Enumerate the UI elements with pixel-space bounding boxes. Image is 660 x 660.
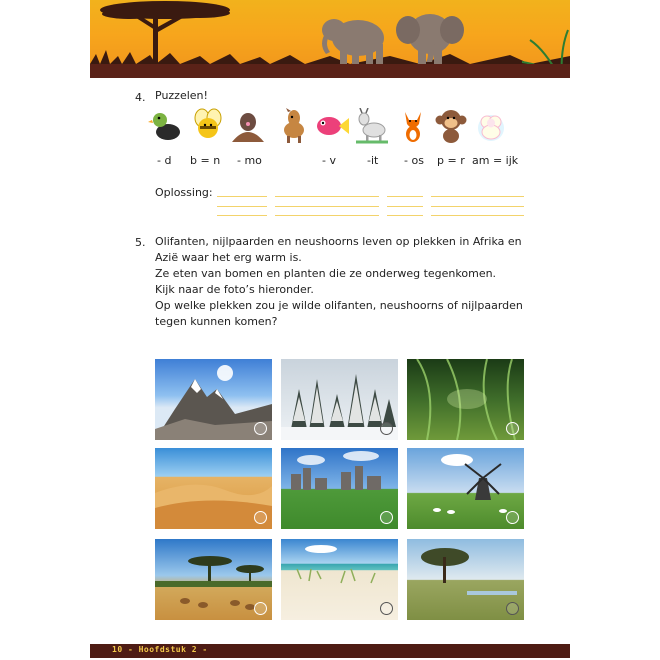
- mountain-photo[interactable]: [155, 359, 272, 440]
- city-park-radio[interactable]: [380, 511, 393, 524]
- snow-forest-photo[interactable]: [281, 359, 398, 440]
- header-banner: [90, 0, 570, 78]
- lamb-icon: [473, 108, 509, 144]
- question-5-line-2: Azië waar het erg warm is.: [155, 251, 302, 264]
- puzzle-label-8: am = ijk: [472, 154, 519, 167]
- puzzle-label-4: - v: [322, 154, 336, 167]
- jungle-radio[interactable]: [506, 422, 519, 435]
- city-park-photo[interactable]: [281, 448, 398, 529]
- puzzle-icon-row: [148, 108, 528, 148]
- footer-text: 10 - Hoofdstuk 2 -: [112, 645, 208, 654]
- bee-icon: [190, 108, 226, 144]
- puzzle-label-6: - os: [404, 154, 424, 167]
- beach-radio[interactable]: [380, 602, 393, 615]
- question-4-number: 4.: [135, 91, 146, 104]
- question-5-number: 5.: [135, 236, 146, 249]
- puzzle-label-1: - d: [157, 154, 172, 167]
- question-4-title: Puzzelen!: [155, 89, 208, 102]
- snow-forest-radio[interactable]: [380, 422, 393, 435]
- puzzle-label-5: -it: [367, 154, 379, 167]
- question-5-line-4: Kijk naar de foto’s hieronder.: [155, 283, 314, 296]
- puzzle-label-3: - mo: [237, 154, 262, 167]
- mountain-radio[interactable]: [254, 422, 267, 435]
- windmill-meadow-photo[interactable]: [407, 448, 524, 529]
- fish-icon: [313, 108, 349, 144]
- jungle-photo[interactable]: [407, 359, 524, 440]
- wetland-tree-photo[interactable]: [407, 539, 524, 620]
- question-5-line-6: tegen kunnen komen?: [155, 315, 278, 328]
- horse-icon: [276, 108, 312, 144]
- desert-radio[interactable]: [254, 511, 267, 524]
- mole-icon: [230, 108, 266, 144]
- goat-icon: [354, 108, 390, 144]
- solution-label: Oplossing:: [155, 186, 213, 199]
- question-5-line-3: Ze eten van bomen en planten die ze onderweg tegenkomen.: [155, 267, 497, 280]
- windmill-meadow-radio[interactable]: [506, 511, 519, 524]
- savanna-photo[interactable]: [155, 539, 272, 620]
- beach-photo[interactable]: [281, 539, 398, 620]
- wetland-tree-radio[interactable]: [506, 602, 519, 615]
- fox-icon: [395, 108, 431, 144]
- page-footer: [90, 644, 570, 658]
- savanna-radio[interactable]: [254, 602, 267, 615]
- duck-icon: [148, 108, 184, 144]
- question-5-line-5: Op welke plekken zou je wilde olifanten, neushoorns of nijlpaarden: [155, 299, 523, 312]
- puzzle-label-2: b = n: [190, 154, 221, 167]
- question-5-line-1: Olifanten, nijlpaarden en neushoorns leven op plekken in Afrika en: [155, 235, 522, 248]
- banner-ground: [90, 64, 570, 78]
- monkey-icon: [433, 108, 469, 144]
- puzzle-label-7: p = r: [437, 154, 465, 167]
- desert-photo[interactable]: [155, 448, 272, 529]
